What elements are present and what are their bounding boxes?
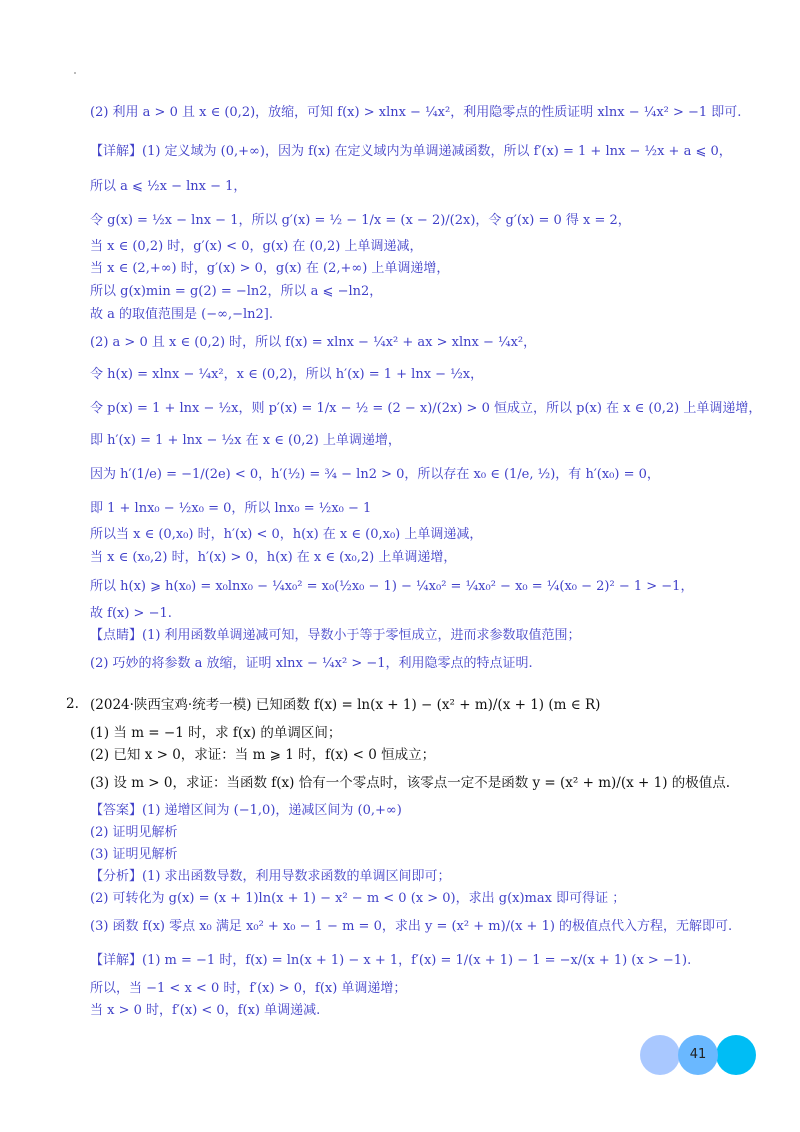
detail-line: 当 x > 0 时，f′(x) < 0，f(x) 单调递减. — [90, 1003, 321, 1018]
detail-line: 【详解】(1) m = −1 时，f(x) = ln(x + 1) − x + 1，f′(x) = 1/(x + 1) − 1 = −x/(x + 1) (x > −1). — [90, 953, 692, 968]
badge-circle-cyan — [716, 1035, 756, 1075]
prev-detail-line: 故 f(x) > −1. — [90, 606, 172, 621]
problem-part: (1) 当 m = −1 时，求 f(x) 的单调区间； — [90, 725, 342, 741]
detail-line: 所以，当 −1 < x < 0 时，f′(x) > 0，f(x) 单调递增； — [90, 981, 407, 996]
answer-line: (2) 证明见解析 — [90, 825, 178, 840]
answer-line: (3) 证明见解析 — [90, 847, 178, 862]
prev-detail-line: 因为 h′(1/e) = −1/(2e) < 0，h′(½) = ¾ − ln2 > 0，所以存在 x₀ ∈ (1/e, ½)，有 h′(x₀) = 0， — [90, 467, 660, 482]
analysis-line: (2) 可转化为 g(x) = (x + 1)ln(x + 1) − x² − m < 0 (x > 0)，求出 g(x)max 即可得证 ； — [90, 891, 626, 906]
analysis-line: (3) 函数 f(x) 零点 x₀ 满足 x₀² + x₀ − 1 − m = 0，求出 y = (x² + m)/(x + 1) 的极值点代入方程，无解即可. — [90, 919, 733, 934]
prev-detail-line: 即 h′(x) = 1 + lnx − ½x 在 x ∈ (0,2) 上单调递增， — [90, 433, 401, 448]
prev-detail-line: 令 h(x) = xlnx − ¼x²，x ∈ (0,2)，所以 h′(x) = 1 + lnx − ½x， — [90, 367, 484, 382]
prev-detail-line: 所以当 x ∈ (0,x₀) 时，h′(x) < 0，h(x) 在 x ∈ (0,x₀) 上单调递减， — [90, 527, 483, 542]
prev-detail-line: 故 a 的取值范围是 (−∞,−ln2]. — [90, 307, 273, 322]
prev-detail-line: 令 p(x) = 1 + lnx − ½x，则 p′(x) = 1/x − ½ = (2 − x)/(2x) > 0 恒成立，所以 p(x) 在 x ∈ (0,2) 上单调递增， — [90, 401, 762, 416]
prev-detail-line: 当 x ∈ (x₀,2) 时，h′(x) > 0，h(x) 在 x ∈ (x₀,2) 上单调递增， — [90, 550, 457, 565]
problem-part: (3) 设 m > 0，求证：当函数 f(x) 恰有一个零点时，该零点一定不是函数 y = (x² + m)/(x + 1) 的极值点. — [90, 775, 731, 791]
answer-line: 【答案】(1) 递增区间为 (−1,0)，递减区间为 (0,+∞) — [90, 803, 402, 818]
page-number-badge — [640, 1035, 760, 1075]
prev-detail-line: 【详解】(1) 定义域为 (0,+∞)，因为 f(x) 在定义域内为单调递减函数，所以 f′(x) = 1 + lnx − ½x + a ⩽ 0， — [90, 144, 732, 159]
prev-detail-line: (2) a > 0 且 x ∈ (0,2) 时，所以 f(x) = xlnx − ¼x² + ax > xlnx − ¼x²， — [90, 335, 537, 350]
problem-part: (2) 已知 x > 0，求证：当 m ⩾ 1 时，f(x) < 0 恒成立； — [90, 747, 436, 763]
badge-circle-light — [640, 1035, 680, 1075]
analysis-line: 【分析】(1) 求出函数导数，利用导数求函数的单调区间即可； — [90, 869, 451, 884]
prev-comment-line: (2) 巧妙的将参数 a 放缩，证明 xlnx − ¼x² > −1，利用隐零点的特点证明. — [90, 656, 533, 671]
prev-detail-line: 所以 a ⩽ ½x − lnx − 1， — [90, 179, 247, 194]
prev-detail-line: 当 x ∈ (0,2) 时，g′(x) < 0，g(x) 在 (0,2) 上单调递减， — [90, 239, 423, 254]
prev-comment-line: 【点睛】(1) 利用函数单调递减可知，导数小于等于零恒成立，进而求参数取值范围； — [90, 628, 581, 643]
prev-detail-line: 所以 g(x)min = g(2) = −ln2，所以 a ⩽ −ln2， — [90, 284, 383, 299]
prev-detail-line: 令 g(x) = ½x − lnx − 1，所以 g′(x) = ½ − 1/x = (x − 2)/(2x)，令 g′(x) = 0 得 x = 2， — [90, 213, 631, 228]
prev-detail-line: 即 1 + lnx₀ − ½x₀ = 0，所以 lnx₀ = ½x₀ − 1 — [90, 501, 372, 516]
problem-stem: (2024·陕西宝鸡·统考一模) 已知函数 f(x) = ln(x + 1) − (x² + m)/(x + 1) (m ∈ R) — [90, 697, 601, 713]
page-dot — [74, 72, 76, 74]
prev-detail-line: 所以 h(x) ⩾ h(x₀) = x₀lnx₀ − ¼x₀² = x₀(½x₀ − 1) − ¼x₀² = ¼x₀² − x₀ = ¼(x₀ − 2)² − 1 > −1， — [90, 579, 694, 594]
prev-hint-line: (2) 利用 a > 0 且 x ∈ (0,2)，放缩，可知 f(x) > xlnx − ¼x²，利用隐零点的性质证明 xlnx − ¼x² > −1 即可. — [90, 105, 742, 120]
prev-detail-line: 当 x ∈ (2,+∞) 时，g′(x) > 0，g(x) 在 (2,+∞) 上单调递增， — [90, 261, 450, 276]
page-number: 41 — [689, 1047, 707, 1062]
problem-number: 2. — [66, 696, 79, 712]
